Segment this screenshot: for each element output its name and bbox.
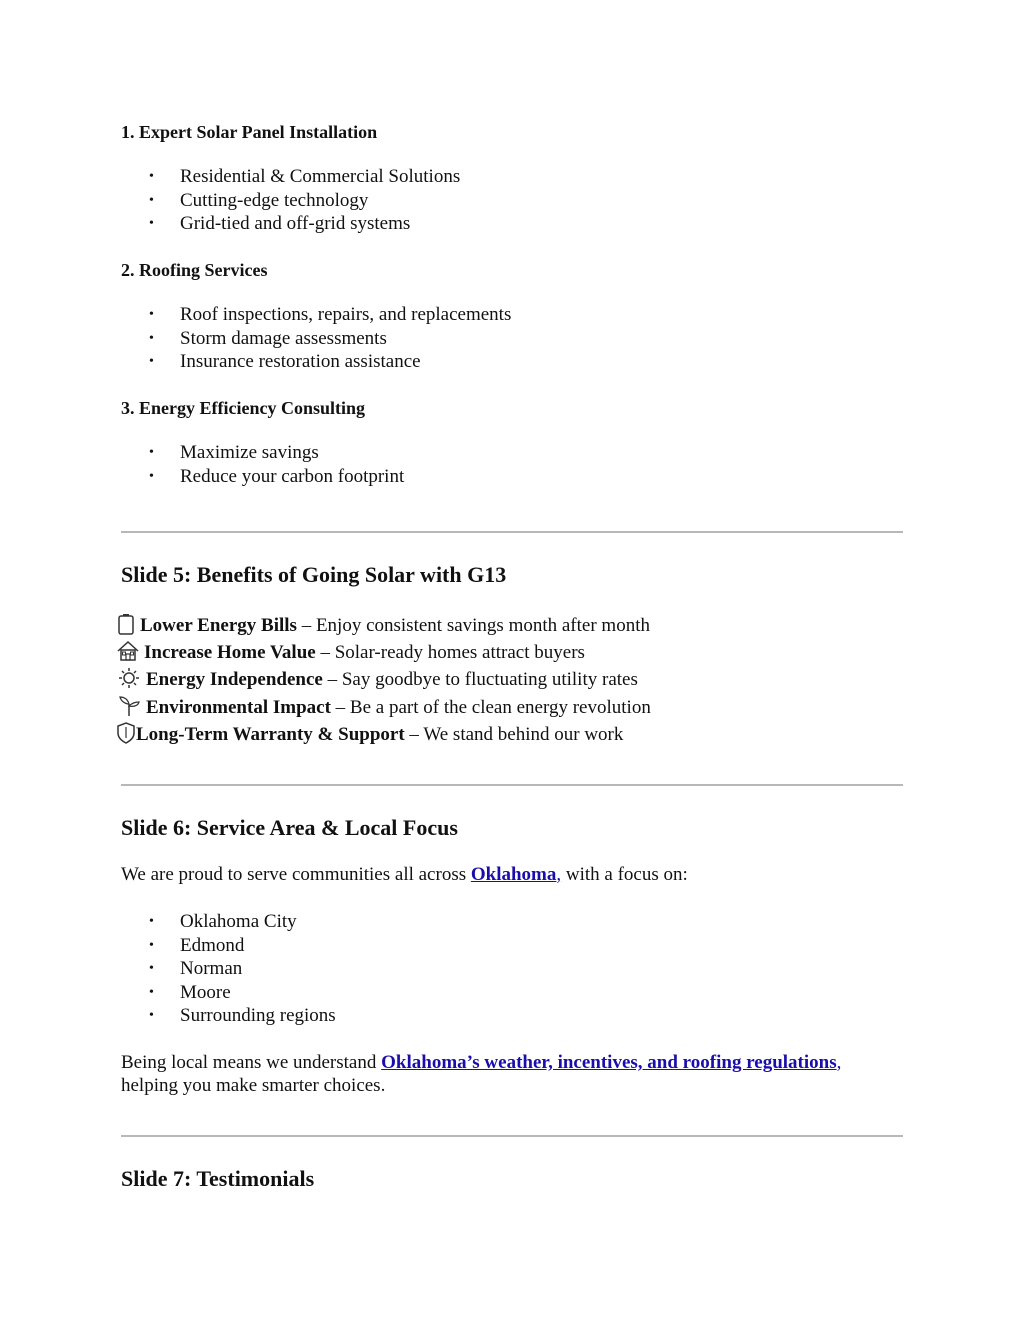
bullet-icon: • [149, 984, 154, 1000]
sun-icon [116, 667, 142, 697]
list-item: • Insurance restoration assistance [149, 351, 421, 372]
bullet-icon: • [149, 330, 154, 346]
list-item: • Reduce your carbon footprint [149, 465, 405, 487]
service-heading-efficiency: 3. Energy Efficiency Consulting [121, 398, 366, 418]
list-item: • Storm damage assessments [149, 327, 387, 349]
slide7-title: Slide 7: Testimonials [121, 1166, 315, 1191]
bullet-icon: • [149, 169, 154, 184]
benefit-row: Lower Energy Bills – Enjoy consistent savings month after month [116, 612, 650, 643]
bullet-icon: • [149, 914, 154, 929]
slide5-title: Slide 5: Benefits of Going Solar with G13 [121, 562, 507, 587]
list-item: • Surrounding regions [149, 1005, 336, 1026]
bullet-icon: • [149, 1008, 154, 1023]
bullet-icon: • [149, 307, 154, 322]
benefit-row: Environmental Impact – Be a part of the clean energy revolution [116, 694, 651, 725]
list-item: • Cutting-edge technology [149, 189, 369, 211]
bullet-icon: • [149, 937, 154, 953]
divider [121, 784, 903, 786]
list-item: • Residential & Commercial Solutions [149, 166, 461, 187]
bullet-icon: • [149, 468, 154, 484]
oklahoma-link[interactable]: Oklahoma, [470, 864, 562, 885]
city-list [121, 910, 336, 1028]
service-list-roofing [121, 303, 511, 374]
list-item: • Maximize savings [149, 442, 319, 463]
benefit-row: Energy Independence – Say goodbye to fluctuating utility rates [116, 666, 638, 697]
divider [121, 1135, 903, 1137]
benefit-row: Increase Home Value – Solar-ready homes attract buyers [116, 639, 585, 670]
service-list-efficiency [121, 441, 404, 488]
list-item: • Oklahoma City [149, 911, 297, 932]
service-area-intro: We are proud to serve communities all across Oklahoma, with a focus on: [121, 864, 688, 885]
list-item: • Grid-tied and off-grid systems [149, 213, 411, 234]
bullet-icon: • [149, 192, 154, 208]
divider [121, 531, 903, 533]
bullet-icon: • [149, 216, 154, 231]
service-heading-solar: 1. Expert Solar Panel Installation [121, 122, 378, 142]
list-item: • Roof inspections, repairs, and replacements [149, 304, 512, 325]
list-item: • Moore [149, 981, 231, 1003]
shield-icon [116, 722, 136, 752]
service-heading-roofing: 2. Roofing Services [121, 260, 268, 280]
list-item: • Norman [149, 958, 243, 979]
service-list-solar [121, 165, 460, 236]
slide6-title: Slide 6: Service Area & Local Focus [121, 815, 458, 840]
bullet-icon: • [149, 445, 154, 460]
bullet-icon: • [149, 961, 154, 976]
list-item: • Edmond [149, 934, 245, 956]
benefit-row: Long-Term Warranty & Support – We stand behind our work [116, 721, 623, 752]
bullet-icon: • [149, 354, 154, 369]
local-paragraph: Being local means we understand Oklahoma’s weather, incentives, and roofing regulations, helping you make smarter choices. [121, 1052, 842, 1096]
oklahoma-regulations-link[interactable]: Oklahoma’s weather, incentives, and roofing regulations, [381, 1052, 842, 1073]
